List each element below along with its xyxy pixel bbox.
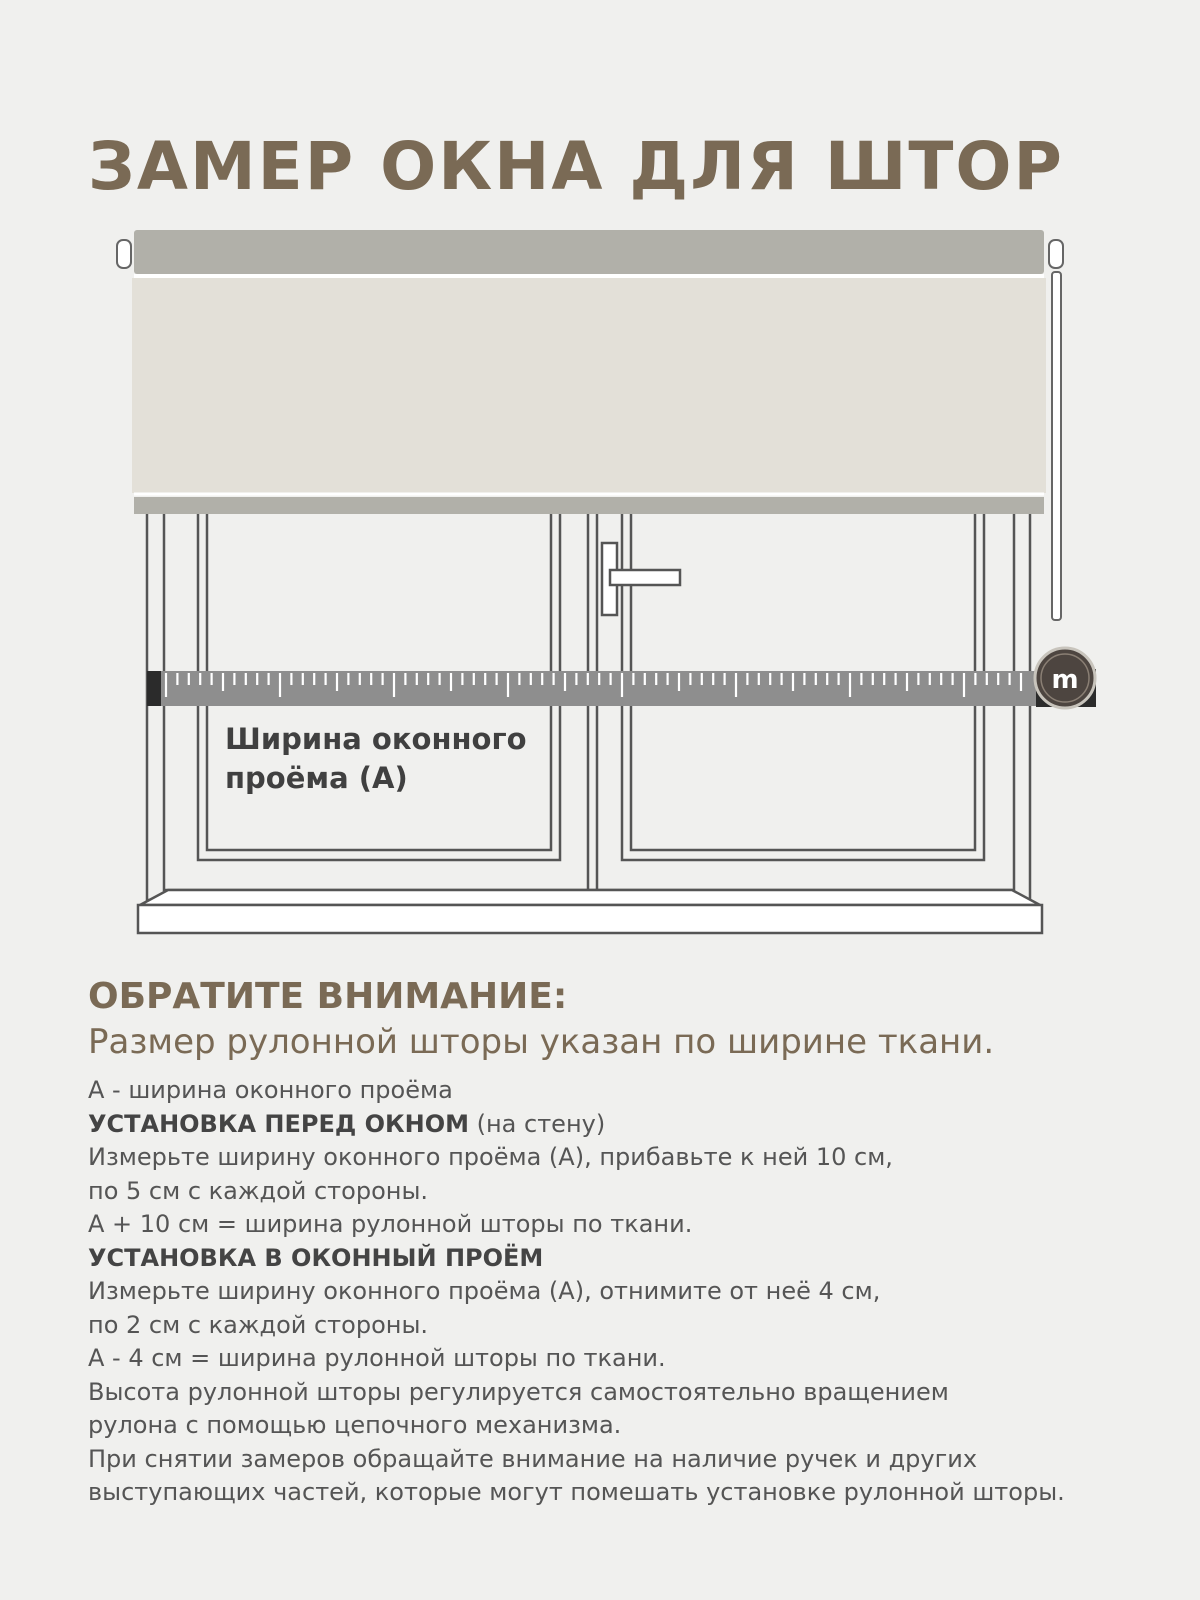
attention-heading: ОБРАТИТЕ ВНИМАНИЕ: — [88, 976, 568, 1017]
instr-line: А + 10 см = ширина рулонной шторы по ткани. — [88, 1210, 693, 1238]
instr-line: рулона с помощью цепочного механизма. — [88, 1411, 622, 1439]
window-sill — [138, 890, 1042, 933]
section-heading-wall-note: (на стену) — [468, 1109, 606, 1138]
instr-line: по 5 см с каждой стороны. — [88, 1176, 429, 1205]
instr-line: Высота рулонной шторы регулируется самостоятельно вращением — [88, 1377, 949, 1406]
instructions — [88, 1074, 1178, 1510]
width-callout — [225, 720, 527, 798]
instr-line — [88, 1242, 1178, 1276]
instr-line: А - 4 см = ширина рулонной шторы по ткани. — [88, 1344, 666, 1372]
instr-line: по 2 см с каждой стороны. — [88, 1310, 429, 1339]
instr-line: При снятии замеров обращайте внимание на наличие ручек и других — [88, 1444, 978, 1473]
page-title: ЗАМЕР ОКНА ДЛЯ ШТОР — [88, 128, 1064, 205]
section-heading-opening: УСТАНОВКА В ОКОННЫЙ ПРОЁМ — [88, 1243, 544, 1272]
notice-subheading: Размер рулонной шторы указан по ширине ткани. — [88, 1022, 995, 1062]
tape-brand-letter: m — [1051, 665, 1079, 695]
instr-line — [88, 1108, 1178, 1142]
instr-line: Измерьте ширину оконного проёма (А), прибавьте к ней 10 см, — [88, 1143, 893, 1171]
roller-blind — [132, 230, 1046, 514]
instr-line: выступающих частей, которые могут помешать установке рулонной шторы. — [88, 1478, 1065, 1506]
section-heading-wall: УСТАНОВКА ПЕРЕД ОКНОМ — [88, 1109, 469, 1138]
callout-line-2: проёма (А) — [225, 761, 408, 795]
callout-line-1: Ширина оконного — [225, 722, 527, 756]
instr-line: Измерьте ширину оконного проёма (А), отнимите от неё 4 см, — [88, 1277, 881, 1305]
instr-line: А - ширина оконного проёма — [88, 1076, 453, 1104]
window-handle — [602, 543, 680, 615]
blind-chain — [1052, 272, 1061, 620]
